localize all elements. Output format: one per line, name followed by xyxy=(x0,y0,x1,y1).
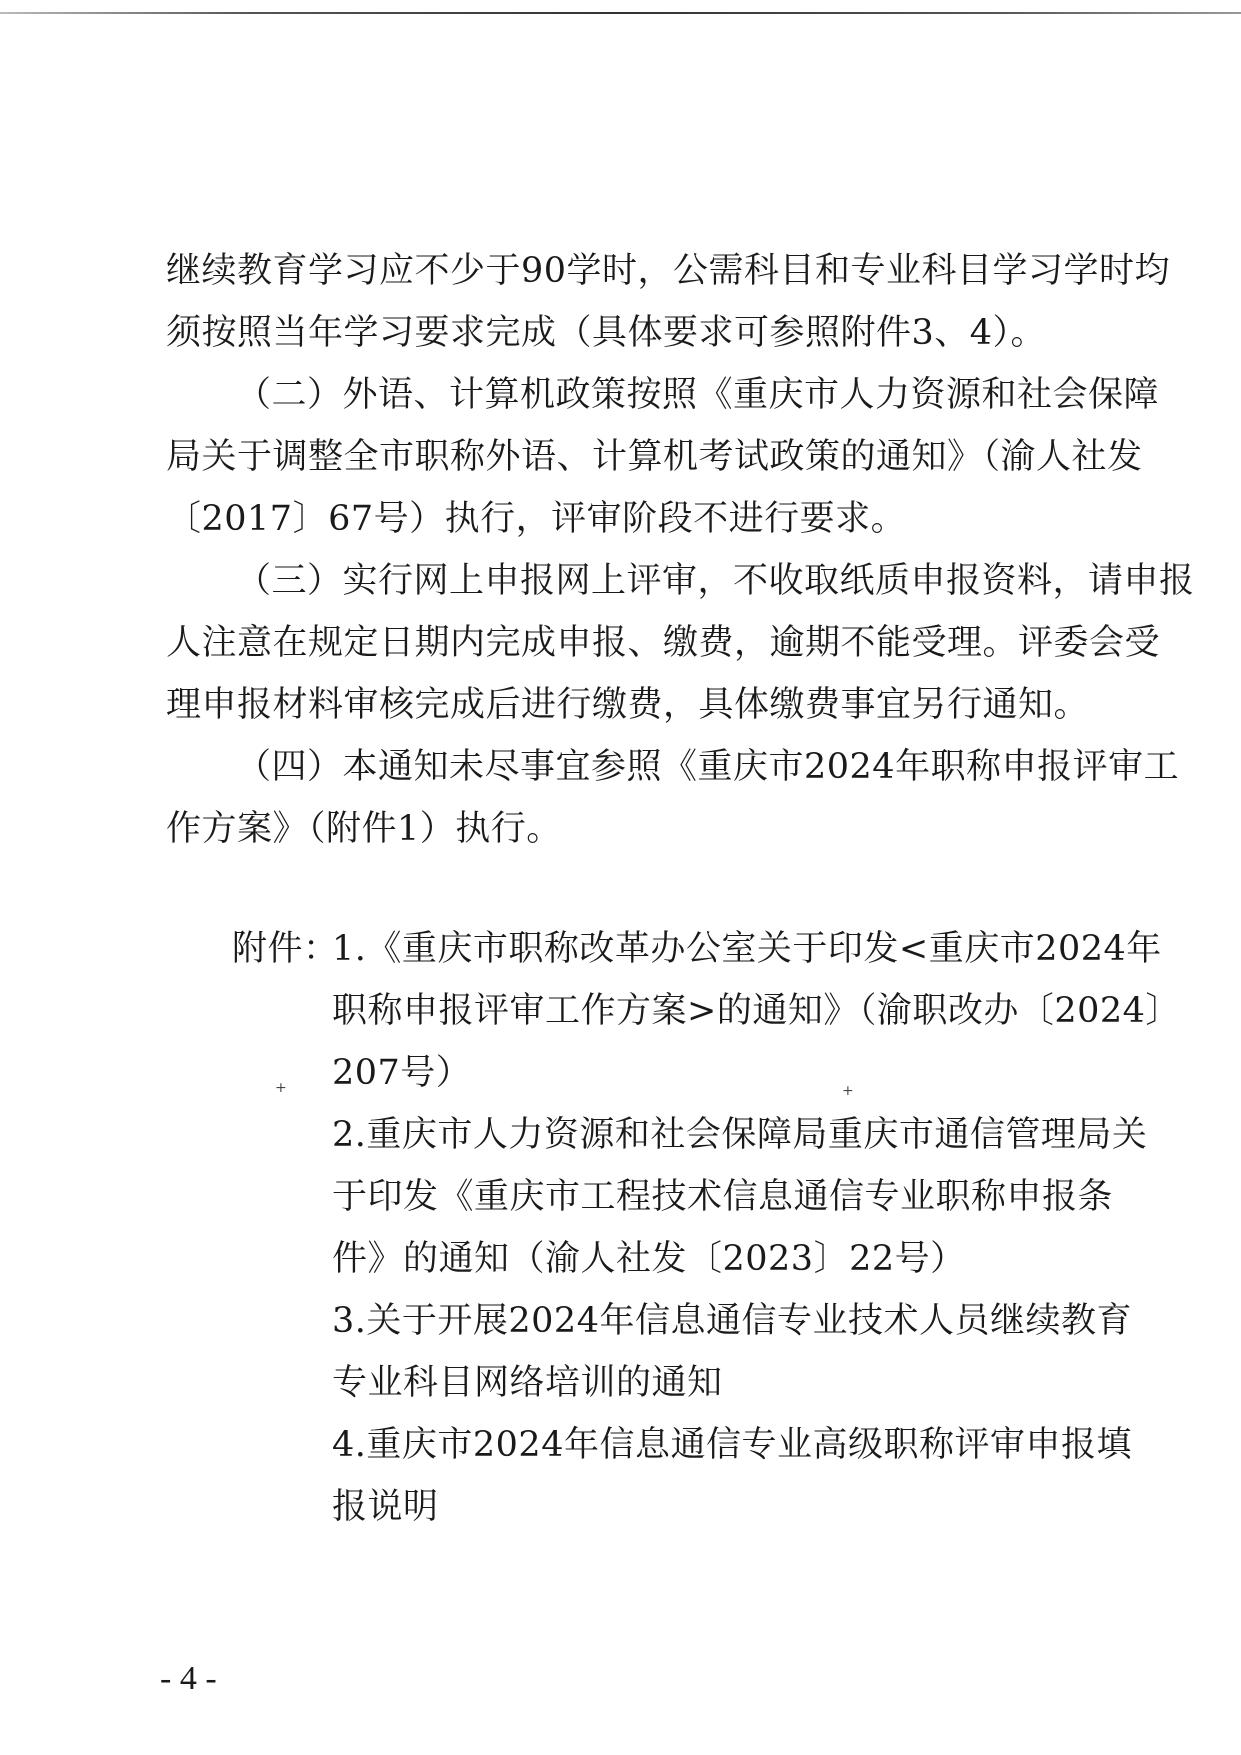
paragraph-4-start: （四）本通知未尽事宜参照《重庆市2024年职称申报评审工 xyxy=(236,747,1180,787)
page-number: - 4 - xyxy=(160,1660,217,1697)
body-line: 〔2017〕67号）执行，评审阶段不进行要求。 xyxy=(166,499,907,539)
body-line: 须按照当年学习要求完成（具体要求可参照附件3、4）。 xyxy=(166,313,1047,353)
attachment-line: 职称申报评审工作方案>的通知》（渝职改办〔2024〕 xyxy=(332,991,1181,1031)
body-line: 作方案》（附件1）执行。 xyxy=(166,809,562,849)
scan-speck: + xyxy=(275,1080,287,1096)
attachment-item-2: 2.重庆市人力资源和社会保障局重庆市通信管理局关 xyxy=(332,1115,1148,1155)
attachment-line: 件》的通知（渝人社发〔2023〕22号） xyxy=(332,1239,966,1279)
attachment-line: 207号） xyxy=(332,1053,472,1093)
attachment-line: 于印发《重庆市工程技术信息通信专业职称申报条 xyxy=(332,1177,1114,1217)
attachment-item-1 xyxy=(232,918,1162,980)
attachment-line: 1.《重庆市职称改革办公室关于印发<重庆市2024年 xyxy=(332,929,1162,969)
scan-speck: + xyxy=(842,1083,854,1099)
attachment-line: 报说明 xyxy=(332,1487,439,1527)
attachment-item-4: 4.重庆市2024年信息通信专业高级职称评审申报填 xyxy=(332,1425,1132,1465)
top-border-line xyxy=(0,12,1241,14)
body-line: 局关于调整全市职称外语、计算机考试政策的通知》（渝人社发 xyxy=(166,437,1143,477)
attachment-line: 专业科目网络培训的通知 xyxy=(332,1363,723,1403)
attachment-item-3: 3.关于开展2024年信息通信专业技术人员继续教育 xyxy=(332,1301,1132,1341)
body-line: 继续教育学习应不少于90学时，公需科目和专业科目学习学时均 xyxy=(166,251,1171,291)
paragraph-2-start: （二）外语、计算机政策按照《重庆市人力资源和社会保障 xyxy=(236,375,1160,415)
paragraph-3-start: （三）实行网上申报网上评审，不收取纸质申报资料，请申报 xyxy=(236,561,1195,601)
body-text xyxy=(166,240,1195,860)
attachments-list xyxy=(232,918,1181,1538)
attachments-label: 附件： xyxy=(232,929,339,969)
body-line: 人注意在规定日期内完成申报、缴费，逾期不能受理。评委会受 xyxy=(166,623,1161,663)
body-line: 理申报材料审核完成后进行缴费，具体缴费事宜另行通知。 xyxy=(166,685,1090,725)
